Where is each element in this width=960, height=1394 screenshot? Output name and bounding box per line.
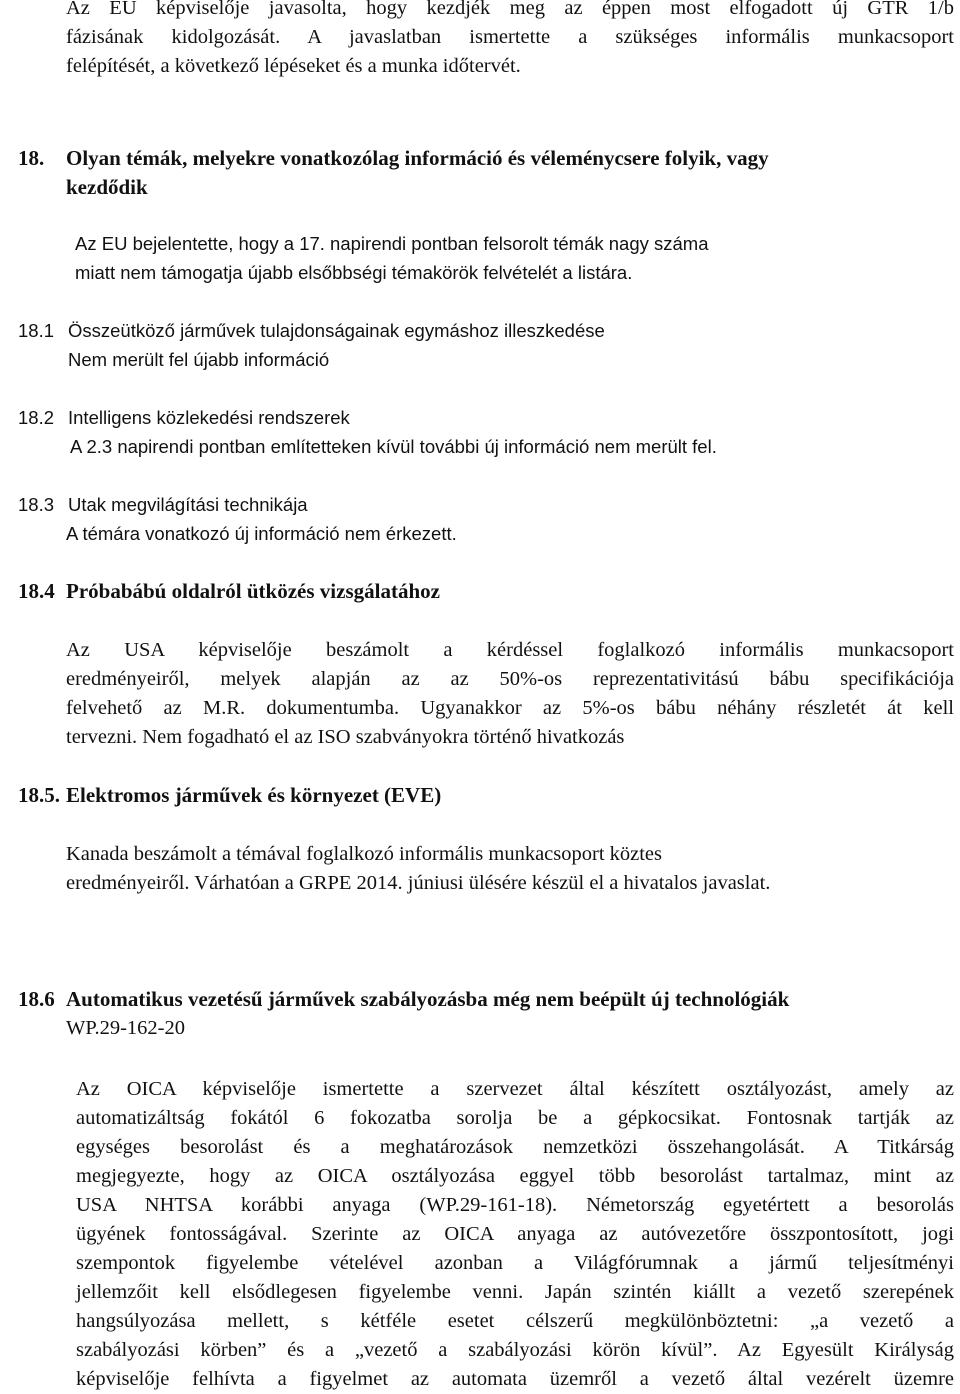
- subsection-body: Az OICA képviselője ismertette a szervezet által készített osztályozást, amely az: [76, 1078, 954, 1100]
- document-reference: WP.29-162-20: [66, 1017, 186, 1039]
- subsection-body: megjegyezte, hogy az OICA osztályozása eggyel több besorolást tartalmaz, mint az: [76, 1165, 954, 1187]
- subsection-title: Utak megvilágítási technikája: [68, 494, 308, 515]
- subsection-body: ügyének fontosságával. Szerinte az OICA anyaga az autóvezetőre összpontosított, jogi: [76, 1223, 954, 1245]
- subsection-body: Kanada beszámolt a témával foglalkozó informális munkacsoport köztes: [66, 843, 663, 865]
- subsection-number: 18.6: [18, 987, 55, 1011]
- section-body: miatt nem támogatja újabb elsőbbségi témakörök felvételét a listára.: [75, 262, 633, 283]
- section-title: Olyan témák, melyekre vonatkozólag információ és véleménycsere folyik, vagy: [66, 146, 769, 170]
- section-number: 18.: [18, 146, 45, 170]
- subsection-number: 18.5.: [18, 783, 60, 807]
- subsection-body: Az USA képviselője beszámolt a kérdéssel foglalkozó informális munkacsoport: [66, 639, 954, 661]
- subsection-body: szabályozási körben” és a „vezető a szabályozási körön kívül”. Az Egyesült Királyság: [76, 1339, 954, 1361]
- subsection-body: A 2.3 napirendi pontban említetteken kívül további új információ nem merült fel.: [70, 436, 717, 457]
- subsection-body: tervezni. Nem fogadható el az ISO szabványokra történő hivatkozás: [66, 726, 625, 748]
- subsection-body: egységes besorolást és a meghatározások nemzetközi összehangolását. A Titkárság: [76, 1136, 954, 1158]
- subsection-body: felvehető az M.R. dokumentumba. Ugyanakkor az 5%-os bábu néhány részletét át kell: [66, 697, 954, 719]
- intro-line: felépítését, a következő lépéseket és a munka időtervét.: [66, 55, 521, 77]
- subsection-body: Nem merült fel újabb információ: [68, 349, 330, 370]
- section-title: kezdődik: [66, 175, 148, 199]
- subsection-body: USA NHTSA korábbi anyaga (WP.29-161-18). Németország egyetértett a besorolás: [76, 1194, 954, 1216]
- subsection-body: automatizáltság fokától 6 fokozatba sorolja be a gépkocsikat. Fontosnak tartják az: [76, 1107, 954, 1129]
- intro-line: fázisának kidolgozását. A javaslatban ismertette a szükséges informális munkacsoport: [66, 26, 954, 48]
- subsection-body: eredményeiről. Várhatóan a GRPE 2014. júniusi ülésére készül el a hivatalos javaslat.: [66, 872, 771, 894]
- section-body: Az EU bejelentette, hogy a 17. napirendi pontban felsorolt témák nagy száma: [75, 233, 709, 254]
- intro-line: Az EU képviselője javasolta, hogy kezdjék meg az éppen most elfogadott új GTR 1/b: [66, 0, 954, 19]
- subsection-body: jellemzőit kell elsődlegesen figyelembe venni. Japán szintén kiállt a vezető szerepének: [76, 1281, 954, 1303]
- subsection-number: 18.4: [18, 579, 55, 603]
- subsection-title: Próbabábú oldalról ütközés vizsgálatához: [66, 579, 440, 603]
- subsection-body: szempontok figyelembe vételével azonban a Világfórumnak a jármű teljesítményi: [76, 1252, 954, 1274]
- subsection-body: hangsúlyozása mellett, s kétféle esetet célszerű megkülönböztetni: „a vezető a: [76, 1310, 954, 1332]
- subsection-title: Intelligens közlekedési rendszerek: [68, 407, 350, 428]
- subsection-body: A témára vonatkozó új információ nem érkezett.: [66, 523, 457, 544]
- subsection-body: eredményeiről, melyek alapján az az 50%-os reprezentativitású bábu specifikációja: [66, 668, 954, 690]
- subsection-number: 18.2: [18, 407, 55, 428]
- subsection-number: 18.3: [18, 494, 55, 515]
- subsection-title: Automatikus vezetésű járművek szabályozásba még nem beépült új technológiák: [66, 987, 790, 1011]
- subsection-title: Elektromos járművek és környezet (EVE): [66, 783, 442, 807]
- subsection-body: képviselője felhívta a figyelmet az automata üzemről a vezető által vezérelt üzemre: [76, 1368, 954, 1390]
- subsection-number: 18.1: [18, 320, 55, 341]
- subsection-title: Összeütköző járművek tulajdonságainak egymáshoz illeszkedése: [68, 320, 605, 341]
